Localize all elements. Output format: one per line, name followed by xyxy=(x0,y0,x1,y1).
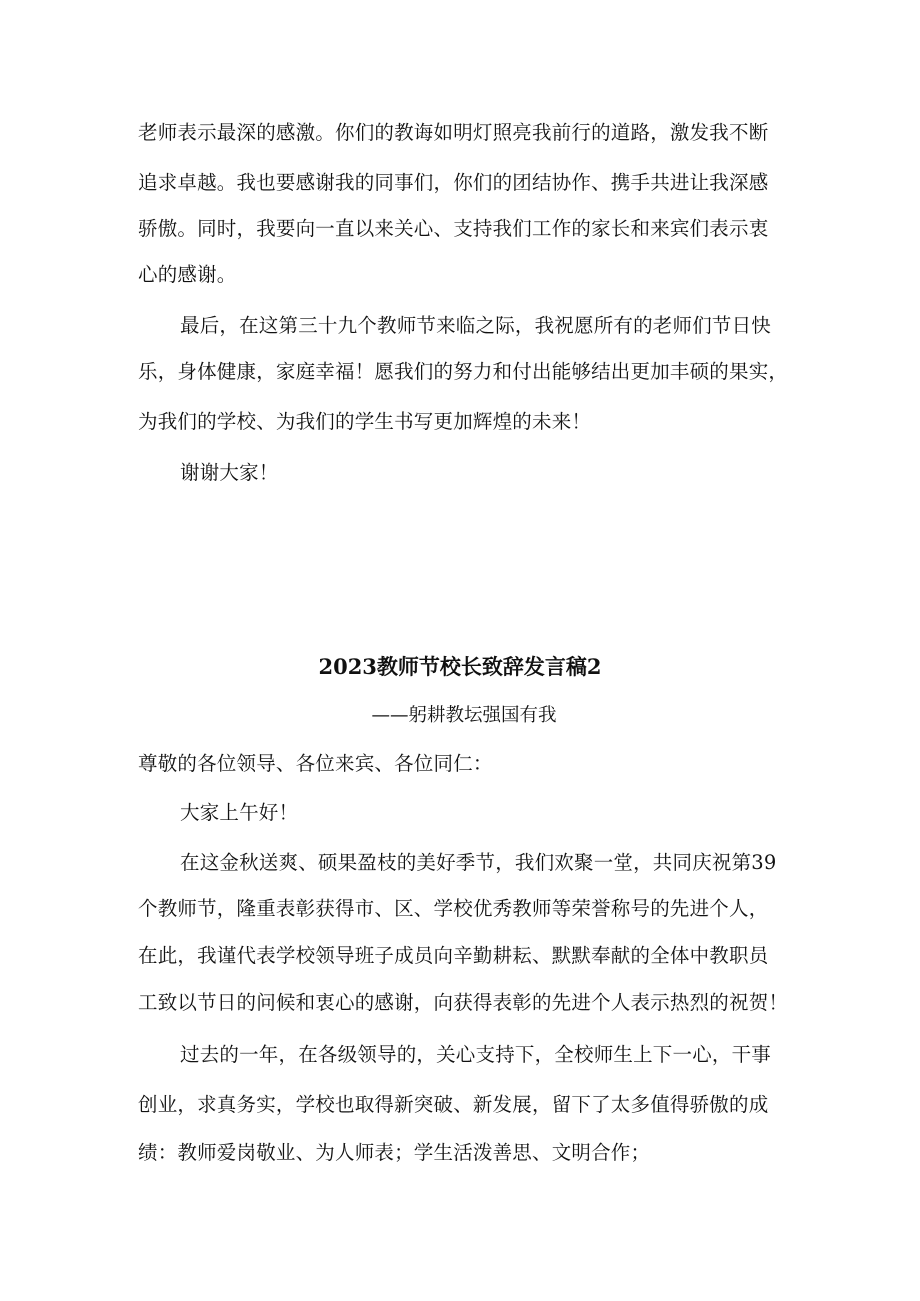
s1-thanks: 谢谢大家！ xyxy=(180,461,279,484)
s1-p2-line-1: 最后，在这第三十九个教师节来临之际，我祝愿所有的老师们节日快 xyxy=(180,314,772,337)
s2-p1-line-4: 工致以节日的问候和衷心的感谢，向获得表彰的先进个人表示热烈的祝贺！ xyxy=(138,991,789,1014)
greeting: 大家上午好！ xyxy=(180,801,299,824)
speech-title: 2023教师节校长致辞发言稿2 xyxy=(318,654,602,679)
s1-p1-line-4: 心的感谢。 xyxy=(138,263,237,286)
s2-p1-line-3: 在此，我谨代表学校领导班子成员向辛勤耕耘、默默奉献的全体中教职员 xyxy=(138,944,769,967)
s2-p1-line-1: 在这金秋送爽、硕果盈枝的美好季节，我们欢聚一堂，共同庆祝第39 xyxy=(180,851,777,874)
s1-p1-line-3: 骄傲。同时，我要向一直以来关心、支持我们工作的家长和来宾们表示衷 xyxy=(138,217,769,240)
speech-subtitle: ——躬耕教坛强国有我 xyxy=(371,705,557,726)
s2-p1-line-2: 个教师节，隆重表彰获得市、区、学校优秀教师等荣誉称号的先进个人， xyxy=(138,897,769,920)
s1-p1-line-1: 老师表示最深的感激。你们的教诲如明灯照亮我前行的道路，激发我不断 xyxy=(138,121,769,144)
s1-p1-line-2: 追求卓越。我也要感谢我的同事们，你们的团结协作、携手共进让我深感 xyxy=(138,171,769,194)
s1-p2-line-2: 乐，身体健康，家庭幸福！愿我们的努力和付出能够结出更加丰硕的果实， xyxy=(138,360,789,383)
s1-p2-line-3: 为我们的学校、为我们的学生书写更加辉煌的未来！ xyxy=(138,410,592,433)
s2-p2-line-2: 创业，求真务实，学校也取得新突破、新发展，留下了太多值得骄傲的成 xyxy=(138,1093,769,1116)
s2-p2-line-3: 绩：教师爱岗敬业、为人师表；学生活泼善思、文明合作； xyxy=(138,1141,651,1164)
s2-p2-line-1: 过去的一年，在各级领导的，关心支持下，全校师生上下一心，干事 xyxy=(180,1043,772,1066)
salutation: 尊敬的各位领导、各位来宾、各位同仁： xyxy=(138,752,493,775)
